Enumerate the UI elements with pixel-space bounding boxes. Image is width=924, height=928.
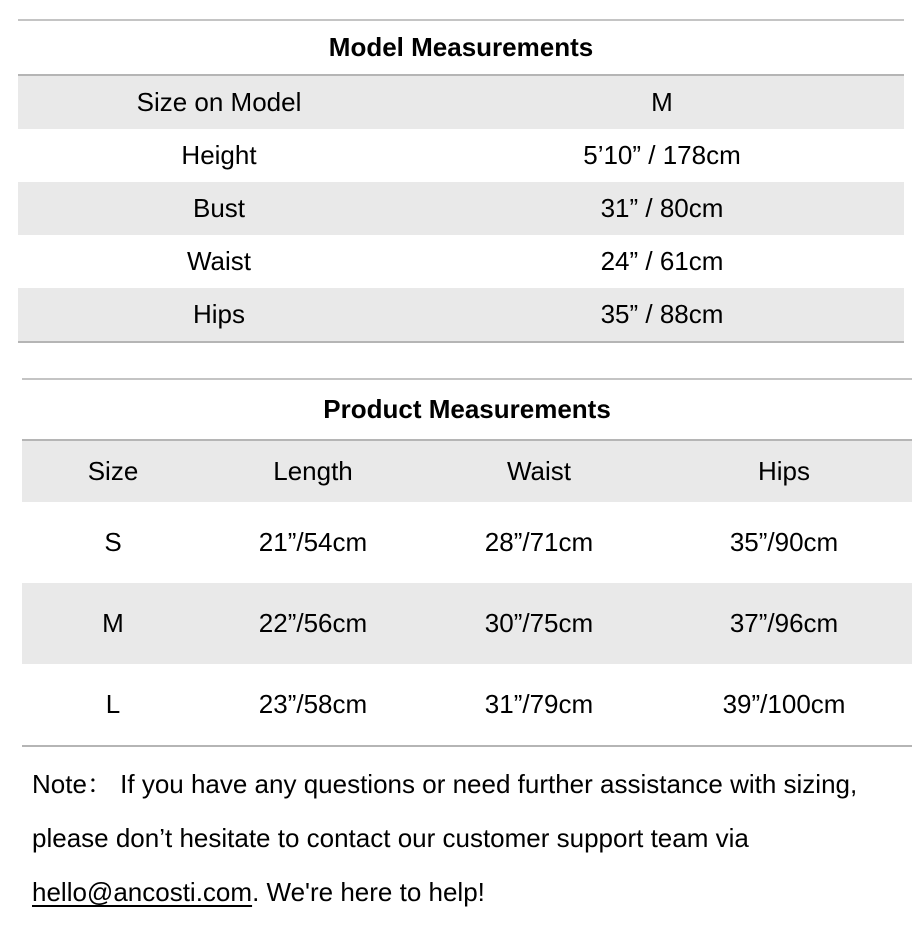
sizing-note <box>32 757 912 919</box>
note-line-2: please don’t hesitate to contact our customer support team via <box>32 823 749 853</box>
model-table-title-row <box>18 20 904 75</box>
hips-cell: 39”/100cm <box>722 689 846 719</box>
column-header-length: Length <box>204 440 422 502</box>
table-row <box>22 502 912 583</box>
size-cell: S <box>104 527 122 557</box>
waist-cell: 31”/79cm <box>484 689 594 719</box>
model-row-value: 31” / 80cm <box>420 182 904 235</box>
length-cell: 21”/54cm <box>258 527 368 557</box>
model-row-value: 24” / 61cm <box>600 246 724 276</box>
hips-cell: 35”/90cm <box>729 527 839 557</box>
table-row <box>18 75 904 129</box>
model-row-value: 35” / 88cm <box>420 288 904 342</box>
size-cell: M <box>22 583 204 664</box>
product-measurements-table <box>22 378 912 747</box>
table-row <box>22 664 912 746</box>
product-table-title-row <box>22 379 912 440</box>
hips-cell: 37”/96cm <box>656 583 912 664</box>
model-row-value: 5’10” / 178cm <box>583 140 741 170</box>
model-row-label: Bust <box>18 182 420 235</box>
table-row <box>18 288 904 342</box>
model-row-label: Height <box>181 140 257 170</box>
support-email-link[interactable]: hello@ancosti.com <box>32 877 253 907</box>
model-row-value: M <box>420 75 904 129</box>
waist-cell: 30”/75cm <box>422 583 656 664</box>
column-header-waist: Waist <box>422 440 656 502</box>
column-header-size: Size <box>22 440 204 502</box>
model-table-title: Model Measurements <box>18 20 904 75</box>
product-table-header-row <box>22 440 912 502</box>
table-row <box>18 182 904 235</box>
length-cell: 22”/56cm <box>204 583 422 664</box>
column-header-hips: Hips <box>656 440 912 502</box>
waist-cell: 28”/71cm <box>484 527 594 557</box>
model-row-label: Size on Model <box>18 75 420 129</box>
product-table-title: Product Measurements <box>22 379 912 440</box>
table-row <box>18 235 904 288</box>
length-cell: 23”/58cm <box>258 689 368 719</box>
note-line-1: Note： If you have any questions or need further assistance with sizing, <box>32 769 858 799</box>
table-row <box>22 583 912 664</box>
size-cell: L <box>105 689 121 719</box>
note-tail: . We're here to help! <box>252 877 485 907</box>
model-measurements-table <box>18 19 904 343</box>
table-row <box>18 129 904 182</box>
model-row-label: Hips <box>18 288 420 342</box>
model-row-label: Waist <box>186 246 252 276</box>
